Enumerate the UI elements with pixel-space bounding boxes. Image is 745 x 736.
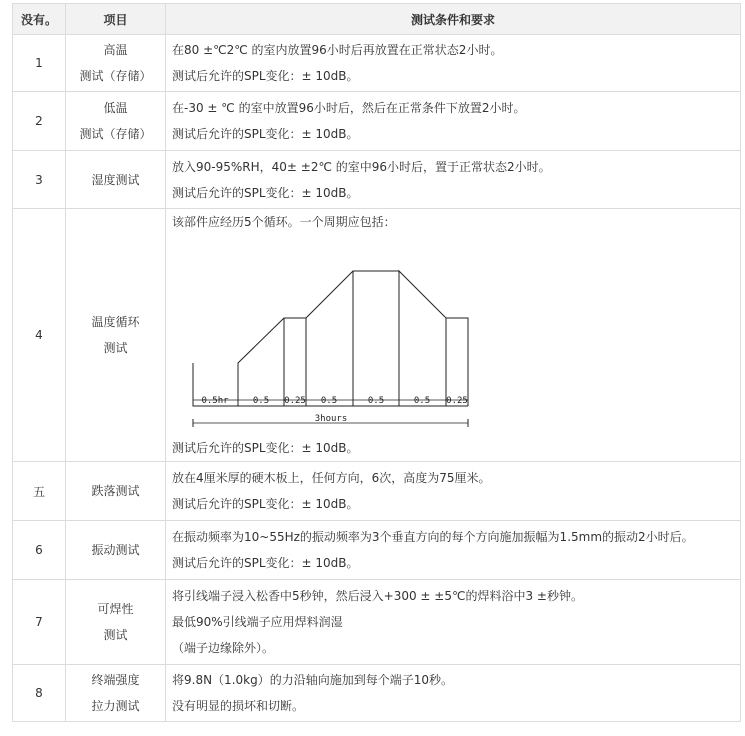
segment-label: 0.5 xyxy=(367,396,385,406)
table-row xyxy=(13,151,741,209)
row-condition xyxy=(166,665,741,722)
row-item xyxy=(66,35,166,92)
table-row xyxy=(13,209,741,462)
cond-line: 放入90-95%RH，40± ±2℃ 的室中96小时后，置于正常状态2小时。 xyxy=(172,159,551,174)
cond-line: 在80 ±℃2℃ 的室内放置96小时后再放置在正常状态2小时。 xyxy=(172,43,503,57)
table-row xyxy=(13,92,741,151)
table-row xyxy=(13,521,741,580)
row-num: 7 xyxy=(13,580,66,665)
item-line: 测试 xyxy=(103,341,128,355)
table-row xyxy=(13,665,741,722)
item-line: 测试（存储） xyxy=(79,127,152,141)
item-line: 温度循环 xyxy=(91,315,140,329)
cond-line: 在-30 ± ℃ 的室中放置96小时后，然后在正常条件下放置2小时。 xyxy=(172,101,526,115)
table-row xyxy=(13,580,741,665)
item-line: 跌落测试 xyxy=(91,484,140,498)
row-item xyxy=(66,92,166,151)
segment-label: 0.25 xyxy=(284,396,306,406)
row-condition xyxy=(166,521,741,580)
row-num: 8 xyxy=(13,665,66,722)
header-num: 没有。 xyxy=(13,4,66,35)
segment-label: 0.5hr xyxy=(201,396,229,406)
cond-line: 测试后允许的SPL变化：± 10dB。 xyxy=(172,127,359,141)
row-condition xyxy=(166,462,741,521)
table-row xyxy=(13,35,741,92)
item-line: 高温 xyxy=(103,43,128,57)
cond-line: 没有明显的损坏和切断。 xyxy=(172,699,305,713)
row-item xyxy=(66,521,166,580)
row-condition xyxy=(166,92,741,151)
row-condition xyxy=(166,209,741,462)
cond-line: 将引线端子浸入松香中5秒钟，然后浸入+300 ± ±5℃的焊料浴中3 ±秒钟。 xyxy=(172,589,583,603)
table-row xyxy=(13,462,741,521)
row-num: 五 xyxy=(13,462,66,521)
header-cond: 测试条件和要求 xyxy=(166,4,741,35)
temperature-cycle-diagram xyxy=(186,235,486,435)
cond-line: 将9.8N（1.0kg）的力沿轴向施加到每个端子10秒。 xyxy=(172,673,453,687)
item-line: 可焊性 xyxy=(97,602,134,616)
row-num: 2 xyxy=(13,92,66,151)
cond-line: 该部件应经历5个循环。一个周期应包括： xyxy=(172,215,396,229)
row-item xyxy=(66,209,166,462)
cond-line: 测试后允许的SPL变化：± 10dB。 xyxy=(172,441,359,455)
item-line: 湿度测试 xyxy=(91,172,140,187)
row-condition xyxy=(166,151,741,209)
row-num: 3 xyxy=(13,151,66,209)
row-item xyxy=(66,580,166,665)
segment-label: 0.5 xyxy=(413,396,431,406)
cond-line: 测试后允许的SPL变化：± 10dB。 xyxy=(172,497,359,511)
cond-line: 在振动频率为10~55Hz的振动频率为3个垂直方向的每个方向施加振幅为1.5mm的振动2小时后。 xyxy=(172,530,694,544)
cond-line: 放在4厘米厚的硬木板上，任何方向，6次，高度为75厘米。 xyxy=(172,471,491,485)
cond-line: （端子边缘除外）。 xyxy=(172,641,275,655)
row-num: 1 xyxy=(13,35,66,92)
item-line: 终端强度 xyxy=(91,673,140,687)
header-item: 项目 xyxy=(66,4,166,35)
row-condition xyxy=(166,35,741,92)
item-line: 低温 xyxy=(103,101,128,115)
segment-label: 0.5 xyxy=(320,396,338,406)
item-line: 测试 xyxy=(103,628,128,642)
segment-label: 0.25 xyxy=(446,396,468,406)
table-header-row xyxy=(13,4,741,35)
row-num: 4 xyxy=(13,209,66,462)
total-duration-label: 3hours xyxy=(314,414,348,424)
item-line: 测试（存储） xyxy=(79,69,152,83)
row-item xyxy=(66,151,166,209)
segment-label: 0.5 xyxy=(252,396,270,406)
cond-line: 测试后允许的SPL变化：± 10dB。 xyxy=(172,185,359,200)
test-spec-table xyxy=(12,3,741,722)
item-line: 振动测试 xyxy=(91,543,140,557)
cycle-profile-line xyxy=(193,271,468,406)
cond-line: 测试后允许的SPL变化：± 10dB。 xyxy=(172,556,359,570)
cond-line: 测试后允许的SPL变化：± 10dB。 xyxy=(172,69,359,83)
row-item xyxy=(66,462,166,521)
row-item xyxy=(66,665,166,722)
row-num: 6 xyxy=(13,521,66,580)
item-line: 拉力测试 xyxy=(91,699,140,713)
row-condition xyxy=(166,580,741,665)
cond-line: 最低90%引线端子应用焊料润湿 xyxy=(172,615,343,629)
